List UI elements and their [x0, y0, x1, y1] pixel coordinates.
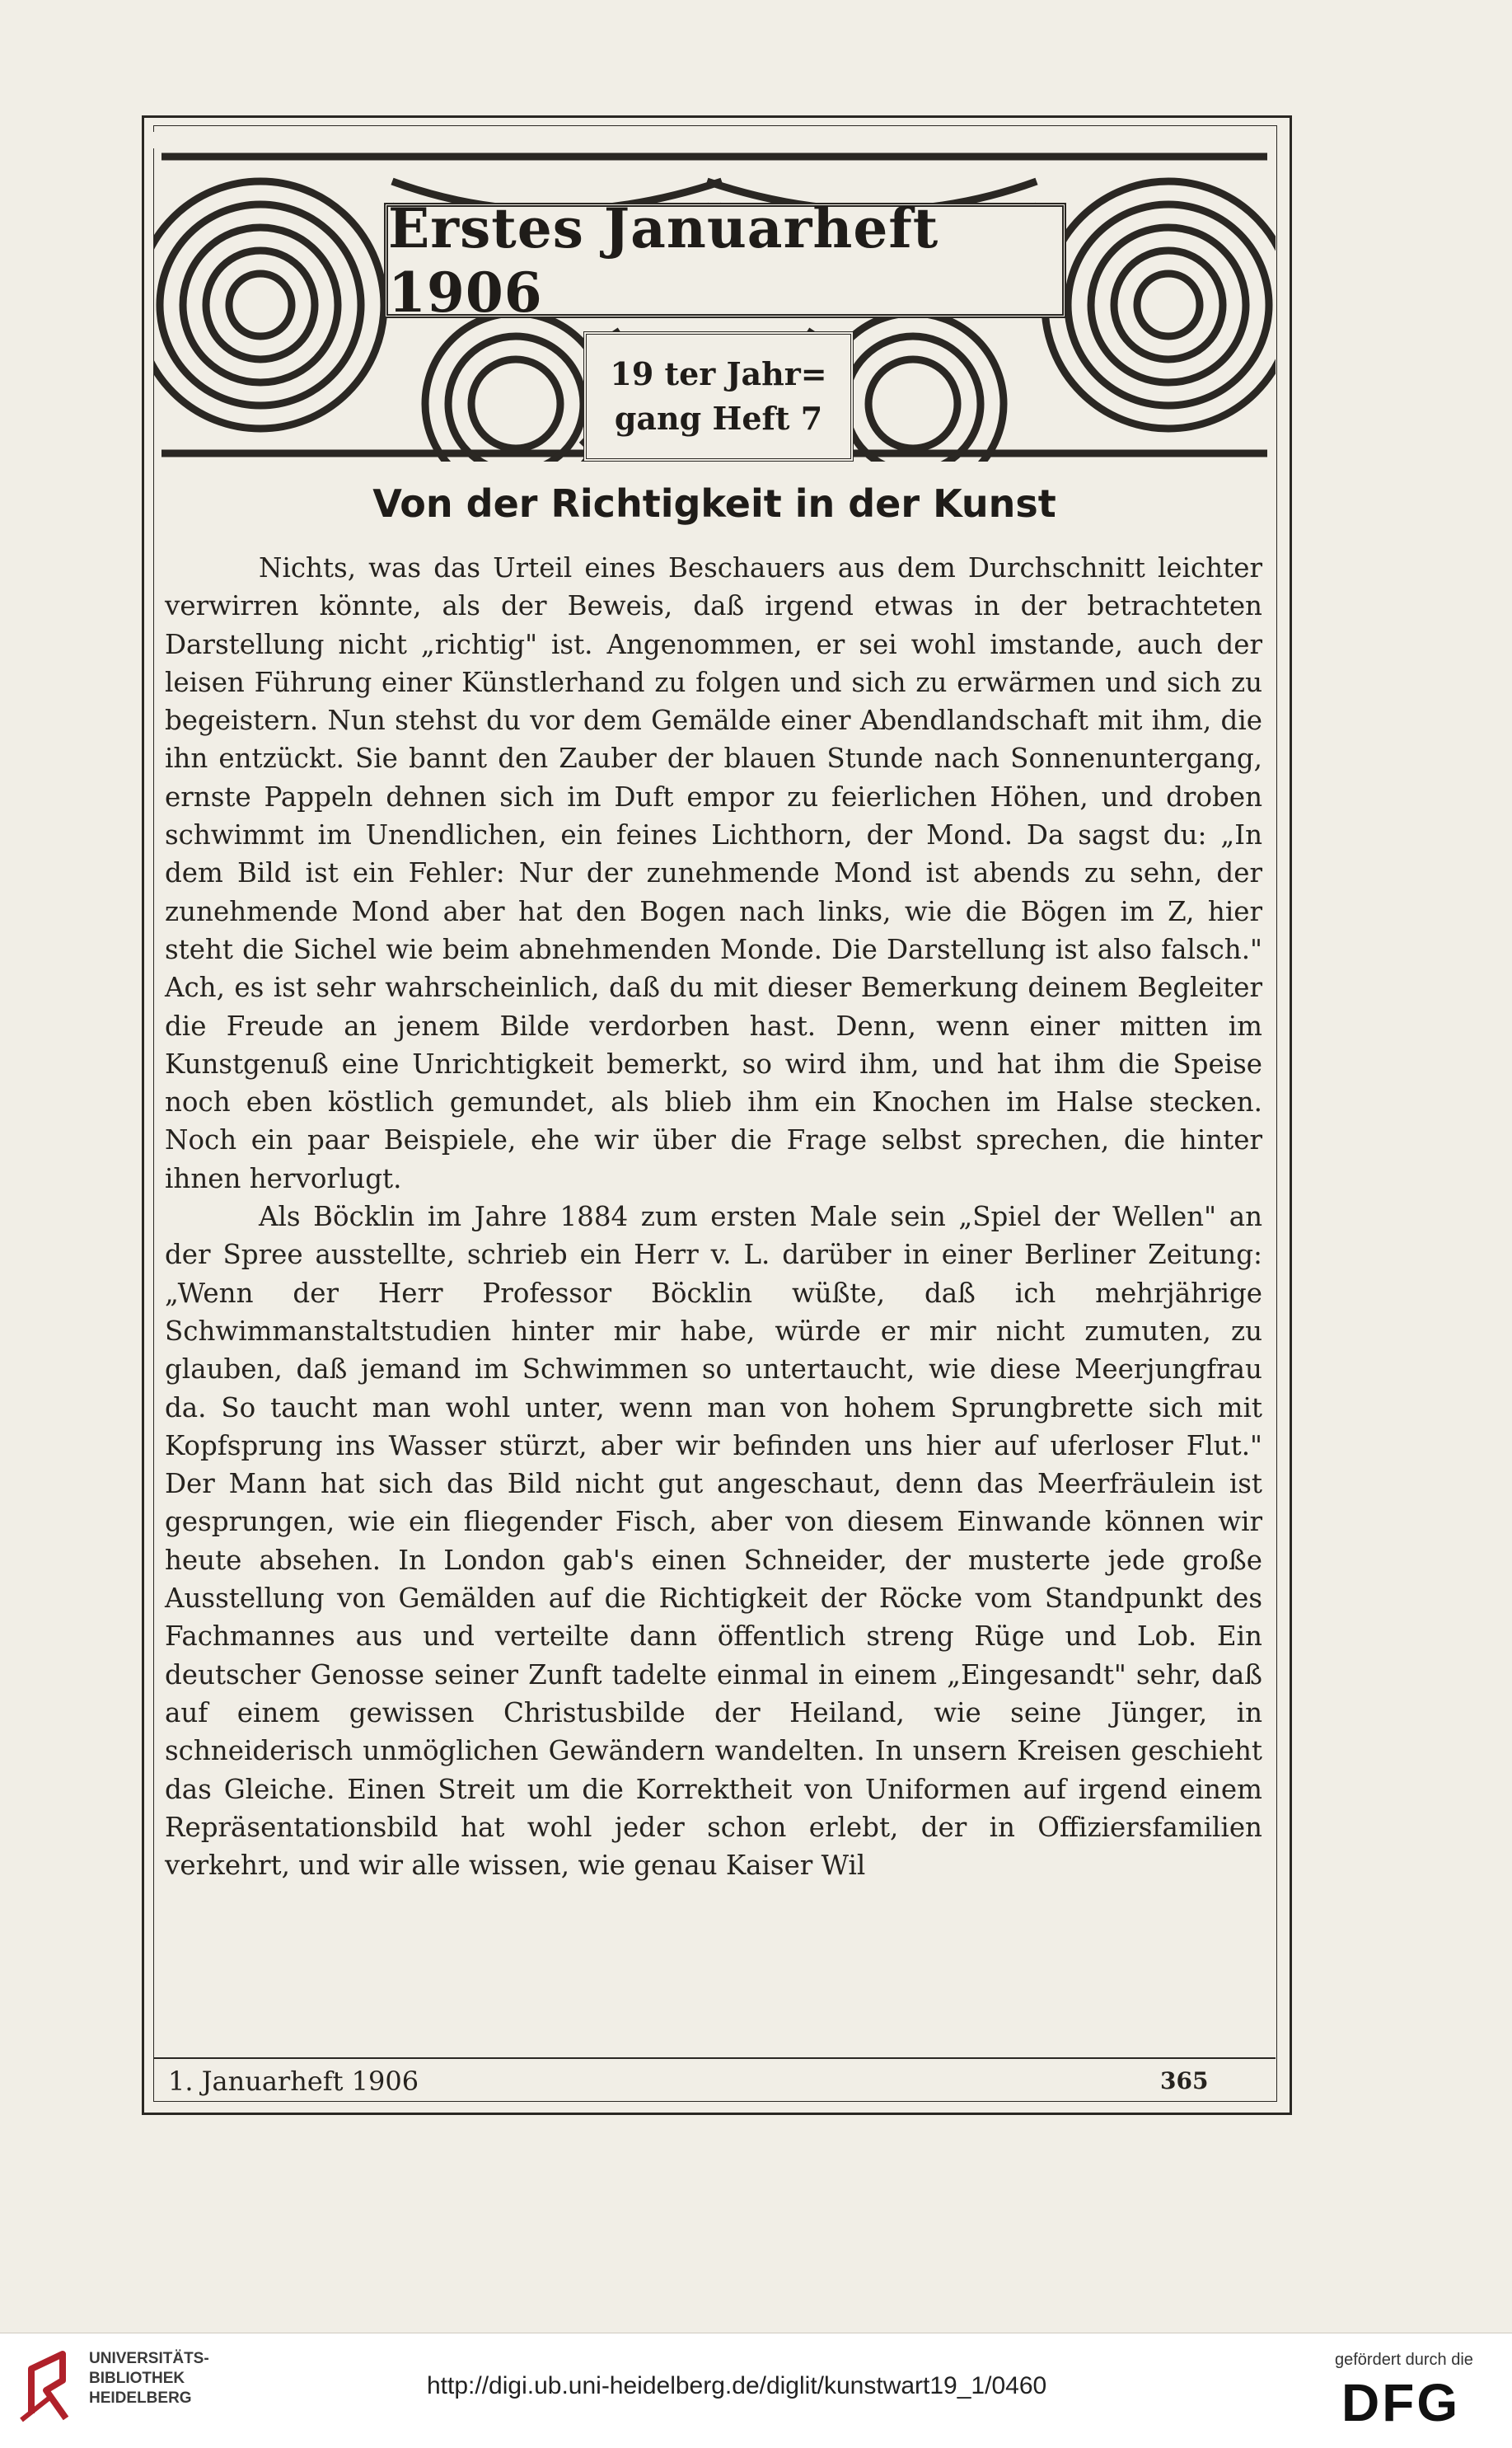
permalink-url[interactable]: http://digi.ub.uni-heidelberg.de/diglit/kunstwart19_1/0460: [427, 2372, 1047, 2399]
text-line: ziersfamilien verkehrt, und wir alle wissen, wie genau Kaiser Wil: [165, 1811, 1262, 1882]
library-name-line3: HEIDELBERG: [89, 2389, 192, 2407]
paragraph-1: [165, 549, 1262, 1198]
text-line: wenn man von hohem Sprungbrette sich mit Kopfsprung ins Wasser: [165, 1391, 1262, 1461]
issue-title: Erstes Januarheft 1906: [388, 196, 939, 325]
text-line: betrachteten Darstellung nicht „richtig" ist. Angenommen, er sei wohl: [165, 590, 1262, 660]
volume-issue-box: [583, 331, 854, 462]
paragraph-2: [165, 1198, 1262, 1884]
text-line: tadelte einmal in einem „Eingesandt" sehr, daß auf einem gewissen: [165, 1658, 1263, 1728]
library-name: [89, 2349, 209, 2408]
text-line: du: „In dem Bild ist ein Fehler: Nur der zunehmende Mond: [165, 819, 1262, 889]
text-line: nehmenden Monde. Die Darstellung ist also falsch." Ach, es ist sehr: [165, 933, 1262, 1004]
footer-issue-label: 1. Januarheft 1906: [168, 2066, 419, 2097]
text-line: Freude an jenem Bilde verdorben hast. Denn, wenn einer mitten: [226, 1010, 1229, 1042]
text-line: Wellen" an der Spree ausstellte, schrieb ein Herr v. L. darüber in: [165, 1201, 1263, 1271]
text-line: nach links, wie die Bögen im Z, hier steht die Sichel wie beim ab: [165, 895, 1262, 965]
article-title: Von der Richtigkeit in der Kunst: [372, 481, 1056, 526]
library-logo-icon: [16, 2347, 82, 2427]
page-number: 365: [1160, 2067, 1209, 2094]
funded-by-label: gefördert durch die: [1335, 2351, 1473, 2369]
text-line: und sich zu erwärmen und sich zu begeistern. Nun stehst du vor dem: [165, 666, 1263, 737]
library-name-line2: BIBLIOTHEK: [89, 2370, 185, 2387]
issue-line: gang Heft 7: [614, 400, 823, 437]
dfg-logo: DFG: [1341, 2373, 1461, 2432]
text-line: wahrscheinlich, daß du mit dieser Bemerkung deinem Begleiter die: [165, 972, 1262, 1042]
text-line: ist abends zu sehn, der zunehmende Mond aber hat den Bogen: [165, 857, 1262, 927]
text-line: Als Böcklin im Jahre 1884 zum ersten Male sein „Spiel der: [259, 1201, 1113, 1233]
library-name-line1: UNIVERSITÄTS-: [89, 2350, 209, 2367]
text-line: möglichen Gewändern wandelten. In unsern Kreisen geschieht das: [165, 1735, 1262, 1805]
text-line: peln dehnen sich im Duft empor zu feierlichen Höhen, und droben: [314, 781, 1263, 813]
text-line: Gleiche. Einen Streit um die Korrektheit von Uniformen auf irgend: [223, 1773, 1180, 1805]
text-line: können wir heute absehen. In London gab's einen Schneider, der: [165, 1506, 1262, 1576]
text-line: untertaucht, wie diese Meerjungfrau da. So taucht man wohl unter,: [165, 1353, 1262, 1423]
text-line: er mir nicht zumuten, zu glauben, daß jemand im Schwimmen so: [165, 1315, 1262, 1386]
text-line: daß ich mehrjährige Schwimmanstaltstudien hinter mir habe, würde: [165, 1277, 1263, 1347]
text-line: Nichts, was das Urteil eines Beschauers aus dem Durchschnitt: [259, 552, 1158, 584]
footer-rule: [153, 2057, 1276, 2059]
text-line: im Kunstgenuß eine Unrichtigkeit bemerkt, so wird ihm, und hat: [165, 1010, 1262, 1080]
text-line: den Zauber der blauen Stunde nach Sonnenuntergang, ernste Pap: [165, 743, 1262, 813]
text-line: selbst sprechen, die hinter ihnen hervorlugt.: [165, 1124, 1262, 1194]
text-line: einem Repräsentationsbild hat wohl jeder schon erlebt, der in Offi: [165, 1773, 1262, 1843]
volume-line: 19 ter Jahr=: [610, 355, 827, 392]
text-line: stürzt, aber wir befinden uns hier auf uferloser Flut." Der Mann: [165, 1429, 1262, 1500]
text-line: imstande, auch der leisen Führung einer Künstlerhand zu folgen: [165, 628, 1262, 698]
text-line: leichter verwirren könnte, als der Beweis, daß irgend etwas in der: [165, 552, 1262, 622]
text-line: einer Berliner Zeitung: „Wenn der Herr Professor Böcklin wüßte,: [165, 1239, 1262, 1309]
text-line: der Röcke vom Standpunkt des Fachmannes aus und verteilte dann: [165, 1583, 1263, 1653]
text-line: gesprungen, wie ein fliegender Fisch, aber von diesem Einwande: [165, 1506, 1105, 1538]
text-line: hat sich das Bild nicht gut angeschaut, denn das Meerfräulein ist: [320, 1468, 1262, 1500]
text-line: öffentlich streng Rüge und Lob. Ein deutscher Genosse seiner Zunft: [165, 1620, 1262, 1691]
text-line: ihm die Speise noch eben köstlich gemundet, als blieb ihm ein Knochen: [165, 1048, 1262, 1118]
text-line: musterte jede große Ausstellung von Gemälden auf die Richtigkeit: [165, 1544, 1262, 1615]
text-line: Gemälde einer Abendlandschaft mit ihm, die ihn entzückt. Sie bannt: [165, 705, 1262, 775]
issue-title-box: [384, 196, 1066, 325]
text-line: Christusbilde der Heiland, wie seine Jünger, in schneiderisch un: [165, 1696, 1263, 1767]
article-body: [165, 549, 1262, 1884]
text-line: im Halse stecken. Noch ein paar Beispiele, ehe wir über die Frage: [165, 1086, 1262, 1156]
text-line: schwimmt im Unendlichen, ein feines Lichthorn, der Mond. Da sagst: [165, 819, 1163, 851]
